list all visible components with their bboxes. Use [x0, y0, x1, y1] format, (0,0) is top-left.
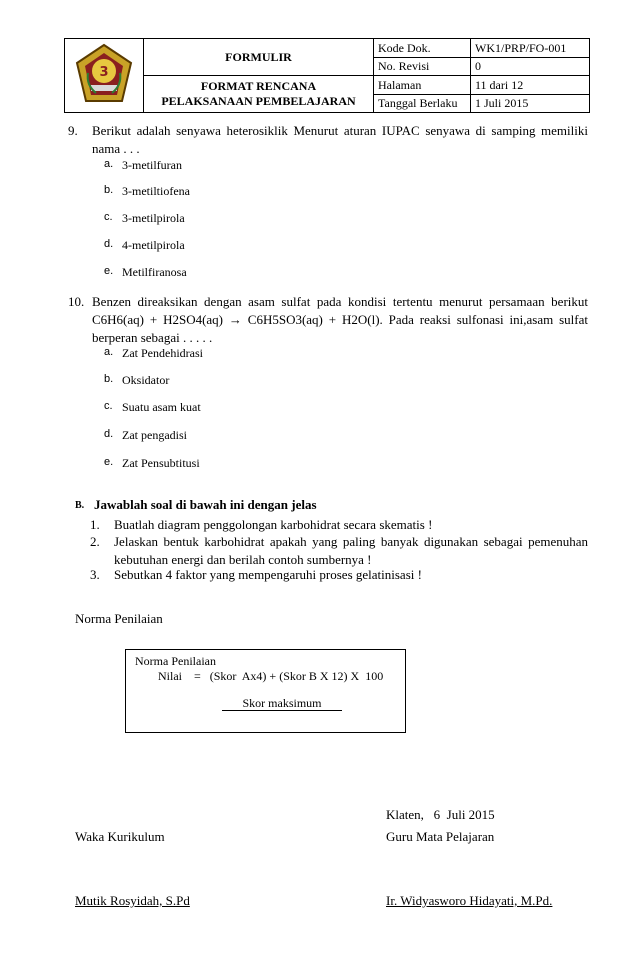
question-text-line: nama . . .: [92, 141, 140, 156]
option-item: d. 4-metilpirola: [104, 238, 185, 252]
question-text-line: C6H6(aq) + H2SO4(aq) → C6H5SO3(aq) + H2O(l). Pada reaksi sulfonasi ini,asam sulfat: [92, 312, 588, 327]
school-logo-icon: [74, 43, 134, 105]
option-item: b. 3-metiltiofena: [104, 184, 190, 198]
scoring-denominator: Skor maksimum: [222, 696, 342, 711]
place-date: Klaten, 6 Juli 2015: [386, 807, 495, 822]
option-item: a. 3-metilfuran: [104, 158, 182, 172]
section-heading: Jawablah soal di bawah ini dengan jelas: [94, 497, 317, 512]
left-signatory-name: Mutik Rosyidah, S.Pd: [75, 893, 190, 908]
meta-label: Tanggal Berlaku: [374, 94, 471, 112]
format-title: FORMAT RENCANA PELAKSANAAN PEMBELAJARAN: [144, 76, 374, 113]
option-item: d. Zat pengadisi: [104, 428, 187, 442]
question-9: [68, 122, 588, 158]
essay-item: 2. Jelaskan bentuk karbohidrat apakah yang paling banyak digunakan sebagai pemenuhan kebutuhan energi dan berilah contoh sumbernya !: [90, 534, 588, 567]
option-item: c. 3-metilpirola: [104, 211, 185, 225]
meta-value: WK1/PRP/FO-001: [471, 39, 590, 58]
question-text-line: Berikut adalah senyawa heterosiklik Menurut aturan IUPAC senyawa di samping memiliki: [92, 123, 588, 138]
formulir-title: FORMULIR: [144, 39, 374, 76]
meta-value: 1 Juli 2015: [471, 94, 590, 112]
section-letter: B.: [75, 500, 85, 511]
question-number: 10.: [68, 294, 85, 309]
logo-cell: [65, 39, 144, 113]
right-role: Guru Mata Pelajaran: [386, 829, 495, 844]
question-text-line: Benzen direaksikan dengan asam sulfat pada kondisi tertentu menurut persamaan berikut: [92, 294, 588, 309]
question-10: [68, 293, 588, 347]
svg-text:3: 3: [99, 64, 109, 80]
meta-value: 0: [471, 58, 590, 76]
meta-value: 11 dari 12: [471, 76, 590, 94]
norma-label: Norma Penilaian: [75, 611, 163, 626]
option-item: e. Zat Pensubtitusi: [104, 456, 200, 470]
essay-item: 3. Sebutkan 4 faktor yang mempengaruhi proses gelatinisasi !: [90, 567, 422, 582]
option-item: e. Metilfiranosa: [104, 265, 187, 279]
right-signatory-name: Ir. Widyasworo Hidayati, M.Pd.: [386, 893, 553, 908]
meta-label: No. Revisi: [374, 58, 471, 76]
meta-label: Kode Dok.: [374, 39, 471, 58]
scoring-box: [125, 649, 406, 733]
document-header: [64, 38, 590, 113]
option-item: a. Zat Pendehidrasi: [104, 346, 203, 360]
left-role: Waka Kurikulum: [75, 829, 165, 844]
essay-item: 1. Buatlah diagram penggolongan karbohidrat secara skematis !: [90, 517, 433, 532]
option-item: c. Suatu asam kuat: [104, 400, 201, 414]
question-number: 9.: [68, 123, 78, 138]
question-text-line: berperan sebagai . . . . .: [92, 330, 213, 345]
scoring-formula: Nilai = (Skor Ax4) + (Skor B X 12) X 100: [158, 669, 384, 683]
scoring-box-title: Norma Penilaian: [135, 654, 216, 668]
meta-label: Halaman: [374, 76, 471, 94]
option-item: b. Oksidator: [104, 373, 170, 387]
